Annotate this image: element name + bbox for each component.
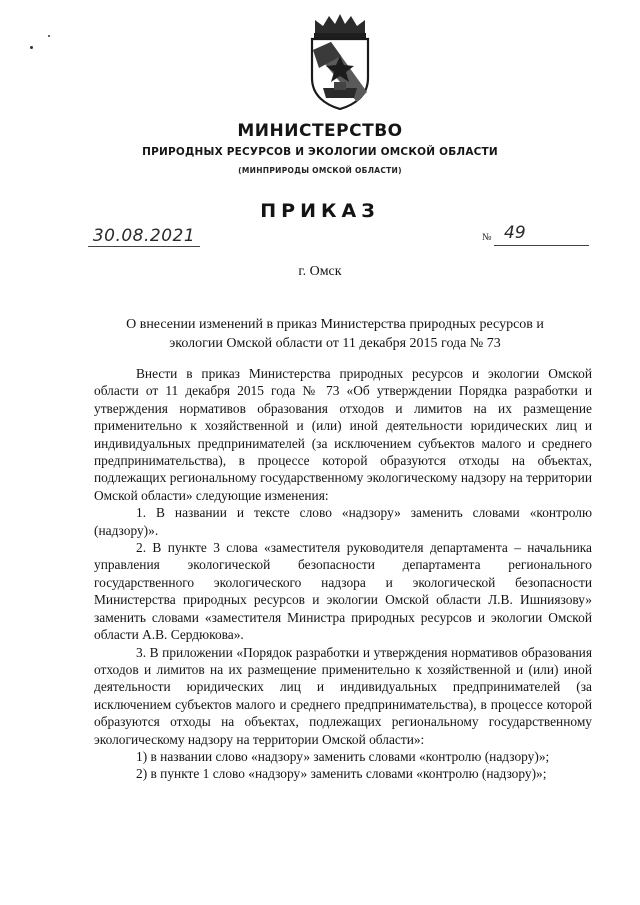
order-date: 30.08.2021 — [88, 226, 200, 247]
ministry-full-name: ПРИРОДНЫХ РЕСУРСОВ И ЭКОЛОГИИ ОМСКОЙ ОБЛАСТИ — [142, 146, 498, 158]
order-subject: О внесении изменений в приказ Министерства природных ресурсов и экологии Омской области от 11 декабря 2015 года № 73 — [126, 317, 544, 351]
ministry-abbreviation: (МИНПРИРОДЫ ОМСКОЙ ОБЛАСТИ) — [238, 166, 402, 175]
body-paragraph: Внести в приказ Министерства природных ресурсов и экологии Омской области от 11 декабря 2015 года № 73 «Об утверждении Порядка разработки и утверждения нормативов образования отходов и лимитов на их размещение применительно к хозяйственной и (или) иной деятельности юридических лиц и индивидуальных предпринимателей (за исключением субъектов малого и среднего предпринимательства), в процессе которой образуются отходы на объектах, подлежащих региональному государственному экологическому надзору на территории Омской области» следующие изменения: — [94, 366, 592, 503]
body-paragraph: 1. В названии и тексте слово «надзору» заменить словами «контролю (надзору)». — [94, 505, 592, 538]
document-type: ПРИКАЗ — [260, 200, 380, 222]
scan-speck — [30, 46, 33, 49]
body-paragraph: 2) в пункте 1 слово «надзору» заменить словами «контролю (надзору)»; — [136, 766, 547, 782]
body-paragraph: 1) в названии слово «надзору» заменить словами «контролю (надзору)»; — [136, 748, 550, 764]
scan-speck — [48, 35, 50, 37]
coat-of-arms-icon — [299, 12, 381, 110]
number-label: № — [482, 232, 492, 243]
body-paragraph: 3. В приложении «Порядок разработки и утверждения нормативов образования отходов и лимитов на их размещение применительно к хозяйственной и (или) иной деятельности юридических лиц и индивидуальных предпринимателей (за исключением субъектов малого и среднего предпринимательства), в процессе которой образуются отходы на объектах, подлежащих региональному государственному экологическому надзору на территории Омской области»: — [94, 644, 592, 747]
ministry-title: МИНИСТЕРСТВО — [237, 121, 403, 141]
order-body — [94, 365, 592, 783]
city: г. Омск — [298, 264, 342, 279]
order-number: 49 — [504, 223, 526, 243]
number-underline — [494, 245, 589, 246]
body-paragraph: 2. В пункте 3 слова «заместителя руководителя департамента – начальника управления экологической безопасности департамента регионального государственного экологического надзора и экологической безопасности Министерства природных ресурсов и экологии Омской области Л.В. Ишниязову» заменить словами «заместителя Министра природных ресурсов и экологии Омской области А.В. Сердюкова». — [94, 540, 592, 643]
